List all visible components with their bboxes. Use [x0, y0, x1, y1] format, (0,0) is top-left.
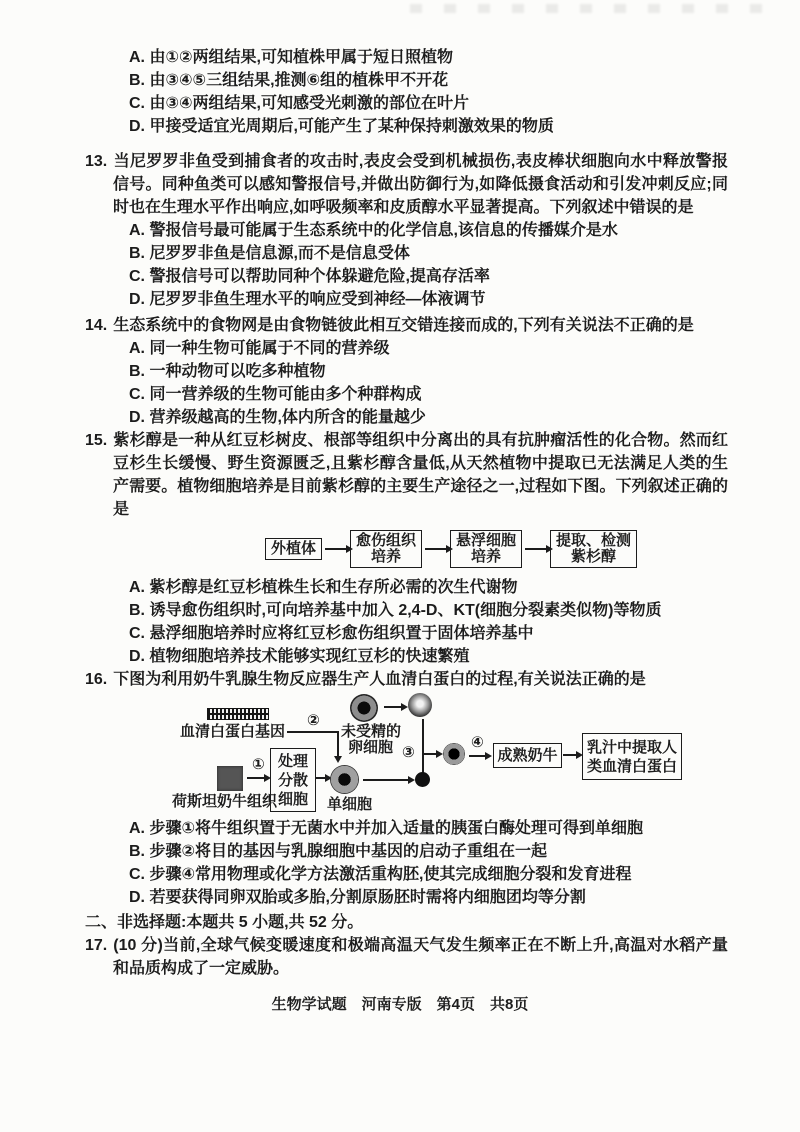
milk-extract-box: 乳汁中提取人 类血清白蛋白 — [582, 733, 682, 780]
option-16-c: C. 步骤④常用物理或化学方法激活重构胚,使其完成细胞分裂和发育进程 — [129, 866, 632, 883]
option-14-a: A. 同一种生物可能属于不同的营养级 — [129, 340, 390, 357]
mature-cow-box: 成熟奶牛 — [493, 743, 562, 768]
page-footer: 生物学试题 河南专版 第4页 共8页 — [271, 996, 529, 1013]
section-2-heading: 二、非选择题:本题共 5 小题,共 52 分。 — [85, 914, 364, 931]
option-13-a: A. 警报信号最可能属于生态系统中的化学信息,该信息的传播媒介是水 — [129, 222, 618, 239]
option-16-d: D. 若要获得同卵双胎或多胎,分割原肠胚时需将内细胞团均等分割 — [129, 889, 586, 906]
single-cell-icon — [330, 765, 359, 794]
single-cell-label: 单细胞 — [327, 796, 373, 813]
arrow-right-icon — [525, 548, 547, 550]
embryo-arrow — [469, 755, 486, 757]
option-12-d: D. 甲接受适宜光周期后,可能产生了某种保持刺激效果的物质 — [129, 118, 554, 135]
reconstructed-embryo-icon — [443, 743, 465, 765]
question-15 — [85, 429, 728, 668]
option-12-c: C. 由③④两组结果,可知感受光刺激的部位在叶片 — [129, 95, 469, 112]
fusion-line — [422, 719, 424, 777]
option-15-d: D. 植物细胞培养技术能够实现红豆杉的快速繁殖 — [129, 648, 470, 665]
egg-label-line1: 未受精的 — [341, 723, 402, 740]
option-12-b: B. 由③④⑤三组结果,推测⑥组的植株甲不开花 — [129, 72, 449, 89]
q16-bioreactor-diagram — [150, 693, 750, 813]
fusion-arrow — [424, 753, 437, 755]
question-15-number: 15. — [85, 432, 108, 449]
question-14-number: 14. — [85, 317, 108, 334]
question-13-stem — [85, 150, 728, 219]
gene-connector-line — [287, 731, 338, 733]
question-13-number: 13. — [85, 153, 108, 170]
question-16-options — [129, 817, 728, 909]
step-3-label: ③ — [402, 744, 415, 761]
question-15-text: 紫杉醇是一种从红豆杉树皮、根部等组织中分离出的具有抗肿瘤活性的化合物。然而红豆杉生长缓慢、野生资源匮乏,且紫杉醇含量低,从天然植物中提取已无法满足人类的生产需要。植物细胞培养是目前紫杉醇的主要生产途径之一,过程如下图。下列叙述正确的是 — [113, 432, 728, 518]
flow-box-callus-culture: 愈伤组织 培养 — [350, 530, 422, 568]
flow-box-extract-taxol: 提取、检测 紫杉醇 — [550, 530, 637, 568]
question-13 — [85, 150, 728, 311]
tissue-label: 荷斯坦奶牛组织 — [172, 793, 278, 810]
question-13-text: 当尼罗罗非鱼受到捕食者的攻击时,表皮会受到机械损伤,表皮棒状细胞向水中释放警报信号。同种鱼类可以感知警报信号,并做出防御行为,如降低摄食活动和引发冲刺反应;同时也在生理水平作出响应,如呼吸频率和皮质醇水平显著提高。下列叙述中错误的是 — [113, 153, 728, 216]
option-16-a: A. 步骤①将牛组织置于无菌水中并加入适量的胰蛋白酶处理可得到单细胞 — [129, 820, 643, 837]
step-1-label: ① — [252, 756, 265, 773]
question-17 — [85, 934, 728, 980]
donor-nucleus-icon — [415, 772, 430, 787]
gene-connector-arrow — [337, 731, 339, 757]
egg-label-line2: 卵细胞 — [348, 739, 394, 756]
option-13-d: D. 尼罗罗非鱼生理水平的响应受到神经—体液调节 — [129, 291, 486, 308]
step-2-label: ② — [307, 712, 320, 729]
q15-culture-flowchart — [265, 525, 728, 573]
egg-arrow — [384, 706, 402, 708]
tissue-arrow — [247, 777, 265, 779]
flow-box-suspension-culture: 悬浮细胞 培养 — [450, 530, 522, 568]
question-16-stem — [85, 668, 728, 691]
question-13-options — [129, 219, 728, 311]
option-13-c: C. 警报信号可以帮助同种个体躲避危险,提高存活率 — [129, 268, 490, 285]
option-15-c: C. 悬浮细胞培养时应将红豆杉愈伤组织置于固体培养基中 — [129, 625, 534, 642]
question-17-stem — [85, 934, 728, 980]
enucleated-egg-icon — [408, 693, 432, 717]
question-14 — [85, 314, 728, 429]
question-14-text: 生态系统中的食物网是由食物链彼此相互交错连接而成的,下列有关说法不正确的是 — [113, 317, 694, 334]
option-15-b: B. 诱导愈伤组织时,可向培养基中加入 2,4-D、KT(细胞分裂素类似物)等物质 — [129, 602, 662, 619]
option-15-a: A. 紫杉醇是红豆杉植株生长和生存所必需的次生代谢物 — [129, 579, 518, 596]
option-13-b: B. 尼罗罗非鱼是信息源,而不是信息受体 — [129, 245, 410, 262]
question-15-stem — [85, 429, 728, 521]
gene-label: 血清白蛋白基因 — [180, 723, 286, 740]
disperse-cells-box: 处理 分散 细胞 — [270, 748, 316, 812]
question-14-options — [129, 337, 728, 429]
step-4-label: ④ — [471, 734, 484, 751]
arrow-right-icon — [425, 548, 447, 550]
scan-noise-top — [410, 4, 770, 13]
option-14-d: D. 营养级越高的生物,体内所含的能量越少 — [129, 409, 426, 426]
question-15-options — [129, 576, 728, 668]
question-17-number: 17. — [85, 937, 108, 954]
option-16-b: B. 步骤②将目的基因与乳腺细胞中基因的启动子重组在一起 — [129, 843, 547, 860]
question-14-stem — [85, 314, 728, 337]
box-arrow — [316, 777, 326, 779]
question-12-options — [129, 46, 728, 138]
option-14-c: C. 同一营养级的生物可能由多个种群构成 — [129, 386, 422, 403]
option-14-b: B. 一种动物可以吃多种植物 — [129, 363, 326, 380]
cell-to-nucleus-arrow — [363, 779, 409, 781]
question-16 — [85, 668, 728, 909]
question-16-text: 下图为利用奶牛乳腺生物反应器生产人血清白蛋白的过程,有关说法正确的是 — [113, 671, 646, 688]
cow-tissue-icon — [217, 766, 243, 791]
arrow-right-icon — [325, 548, 347, 550]
question-16-number: 16. — [85, 671, 108, 688]
gene-bar-icon — [207, 708, 269, 720]
option-12-a: A. 由①②两组结果,可知植株甲属于短日照植物 — [129, 49, 453, 66]
flow-box-explant: 外植体 — [265, 538, 322, 560]
question-17-text: (10 分)当前,全球气候变暖速度和极端高温天气发生频率正在不断上升,高温对水稻产量和品质构成了一定威胁。 — [113, 937, 728, 977]
egg-cell-icon — [350, 694, 378, 722]
cow-arrow — [563, 754, 577, 756]
